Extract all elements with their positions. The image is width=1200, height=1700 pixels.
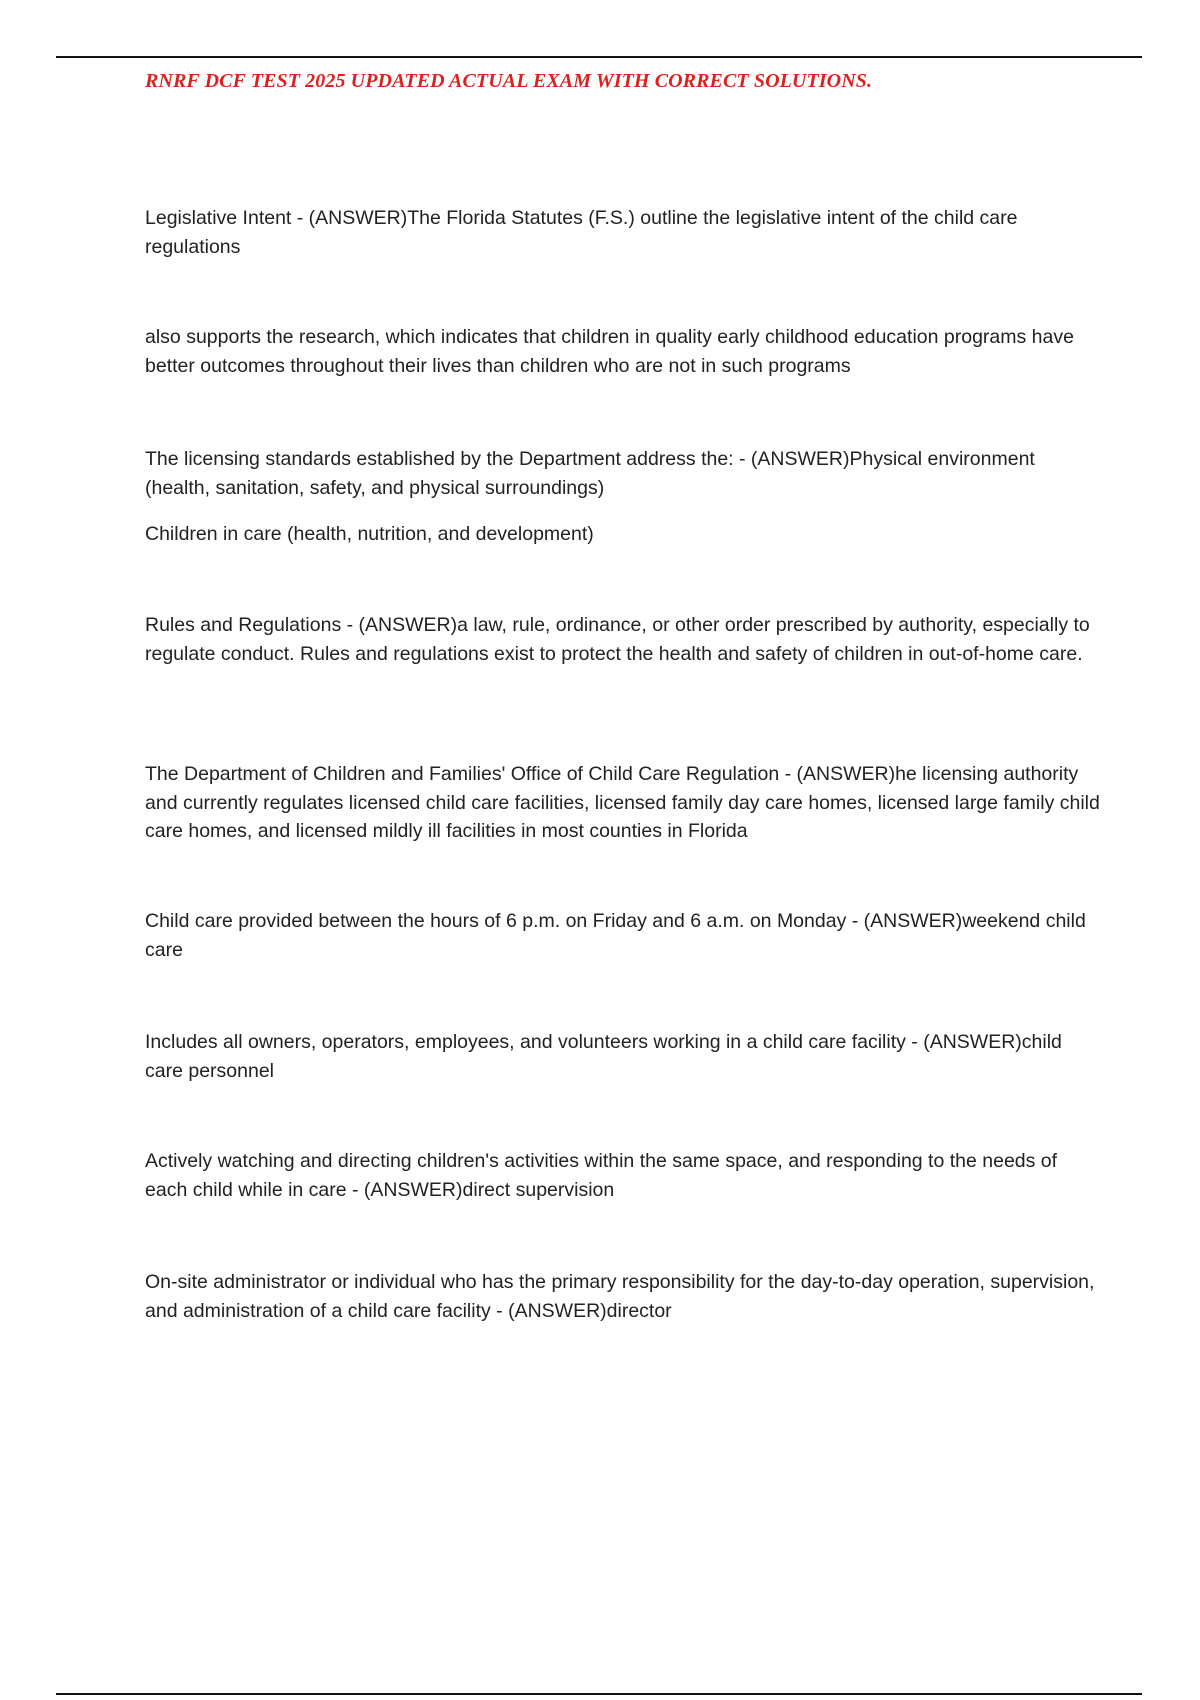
qa-text: Rules and Regulations - (ANSWER)a law, rule, ordinance, or other order prescribed by authority, especially to regulate conduct. Rules and regulations exist to protect the health and safety of children in out-of-home care.: [145, 614, 1090, 665]
qa-entry-licensing-standards: [145, 445, 1100, 502]
qa-text: Includes all owners, operators, employees, and volunteers working in a child care facility - (ANSWER)child care personnel: [145, 1031, 1062, 1082]
qa-text: also supports the research, which indicates that children in quality early childhood education programs have better outcomes throughout their lives than children who are not in such programs: [145, 326, 1074, 377]
qa-text: On-site administrator or individual who has the primary responsibility for the day-to-day operation, supervision, and administration of a child care facility - (ANSWER)director: [145, 1271, 1095, 1322]
document-title: RNRF DCF TEST 2025 UPDATED ACTUAL EXAM WITH CORRECT SOLUTIONS.: [145, 70, 873, 92]
qa-text: The Department of Children and Families' Office of Child Care Regulation - (ANSWER)he licensing authority and currently regulates licensed child care facilities, licensed family day care homes, licensed large family child care homes, and licensed mildly ill facilities in most counties in Florida: [145, 763, 1100, 842]
qa-entry-director: [145, 1268, 1100, 1325]
qa-text: Child care provided between the hours of 6 p.m. on Friday and 6 a.m. on Monday - (ANSWER)weekend child care: [145, 910, 1086, 961]
qa-entry-office-of-child-care-regulation: [145, 760, 1100, 846]
qa-text: Children in care (health, nutrition, and development): [145, 523, 594, 545]
qa-entry-direct-supervision: [145, 1147, 1100, 1204]
footer-rule: [56, 1693, 1142, 1695]
header-rule: [56, 56, 1142, 58]
qa-entry-children-in-care: [145, 520, 1100, 549]
qa-entry-rules-and-regulations: [145, 611, 1100, 668]
qa-entry-legislative-intent: [145, 204, 1100, 261]
qa-entry-child-care-personnel: [145, 1028, 1100, 1085]
qa-text: Legislative Intent - (ANSWER)The Florida Statutes (F.S.) outline the legislative intent of the child care regulations: [145, 207, 1018, 258]
qa-entry-research-support: [145, 323, 1100, 380]
qa-entry-weekend-child-care: [145, 907, 1100, 964]
qa-text: The licensing standards established by the Department address the: - (ANSWER)Physical environment (health, sanitation, safety, and physical surroundings): [145, 448, 1035, 499]
qa-text: Actively watching and directing children's activities within the same space, and responding to the needs of each child while in care - (ANSWER)direct supervision: [145, 1150, 1058, 1201]
